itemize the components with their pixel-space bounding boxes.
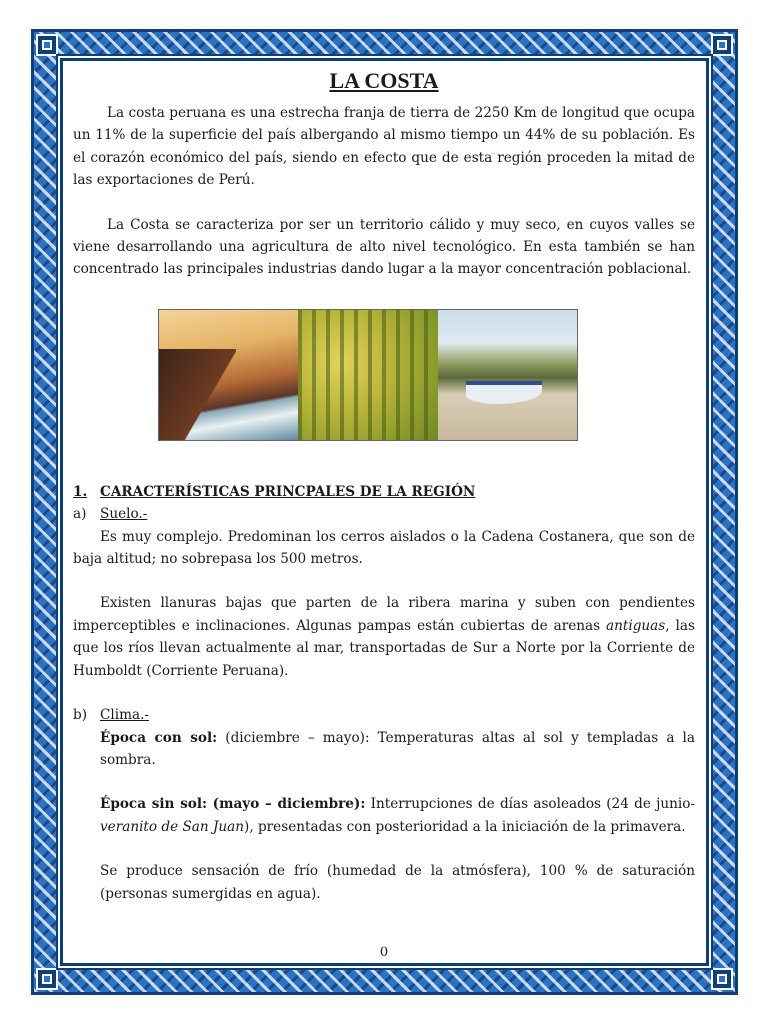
suelo-paragraph-1 <box>73 526 695 571</box>
clima-text-2a: Interrupciones de días asoleados (24 de junio- <box>365 796 696 813</box>
clima-text-1: (diciembre – mayo): Temperaturas altas al sol y templadas a la sombra. <box>100 729 695 768</box>
section-heading <box>73 481 695 503</box>
clima-paragraph-2 <box>100 793 695 838</box>
document-body <box>73 66 695 905</box>
item-label: b) <box>73 707 88 724</box>
clima-text-2-italic: veranito de San Juan <box>100 818 245 835</box>
corner-ornament <box>711 968 733 990</box>
desert-cliffs-photo <box>159 310 298 440</box>
page-title: LA COSTA <box>329 68 439 93</box>
clima-paragraph-1 <box>100 727 695 772</box>
suelo-text-2b: , las que los ríos llevan actualmente al mar, transportadas de Sur a Norte por la Corriente de Humboldt (Corriente Peruana). <box>73 617 695 679</box>
epoca-con-sol-label: Época con sol: <box>100 729 218 746</box>
item-label: a) <box>73 506 87 523</box>
ruins-photo <box>298 310 437 440</box>
clima-text-2b: ), presentadas con posterioridad a la iniciación de la primavera. <box>244 818 686 835</box>
section-number: 1. <box>73 483 88 500</box>
section-title: CARACTERÍSTICAS PRINCPALES DE LA REGIÓN <box>100 483 476 500</box>
epoca-sin-sol-label: Época sin sol: (mayo – diciembre): <box>100 796 366 813</box>
clima-heading: Clima.- <box>100 707 150 724</box>
suelo-heading-row <box>73 503 695 525</box>
clima-heading-row <box>73 704 695 726</box>
corner-ornament <box>36 34 58 56</box>
beach-boat-photo <box>438 310 577 440</box>
coast-photo-collage <box>158 309 578 441</box>
suelo-text-1: Es muy complejo. Predominan los cerros aislados o la Cadena Costanera, que son de baja altitud; no sobrepasa los 500 metros. <box>73 528 695 568</box>
suelo-text-2a: Existen llanuras bajas que parten de la ribera marina y suben con pendientes imperceptibles e inclinaciones. Algunas pampas están cubiertas de arenas <box>73 595 695 634</box>
clima-paragraph-3: Se produce sensación de frío (humedad de la atmósfera), 100 % de saturación (personas sumergidas en agua). <box>100 863 695 902</box>
suelo-paragraph-2 <box>73 592 695 682</box>
suelo-text-2-italic: antiguas <box>606 617 666 634</box>
intro-paragraph-2: La Costa se caracteriza por ser un territorio cálido y muy seco, en cuyos valles se viene desarrollando una agricultura de alto nivel tecnológico. En esta también se han concentrado las principales industrias dando lugar a la mayor concentración poblacional. <box>73 216 695 278</box>
corner-ornament <box>711 34 733 56</box>
corner-ornament <box>36 968 58 990</box>
clima-body <box>73 727 695 905</box>
suelo-heading: Suelo.- <box>100 506 148 523</box>
intro-paragraph-1: La costa peruana es una estrecha franja de tierra de 2250 Km de longitud que ocupa un 11% de la superficie del país albergando al mismo tiempo un 44% de su población. Es el corazón económico del país, siendo en efecto que de esta región proceden la mitad de las exportaciones de Perú. <box>73 105 695 189</box>
page-number: 0 <box>379 945 389 960</box>
